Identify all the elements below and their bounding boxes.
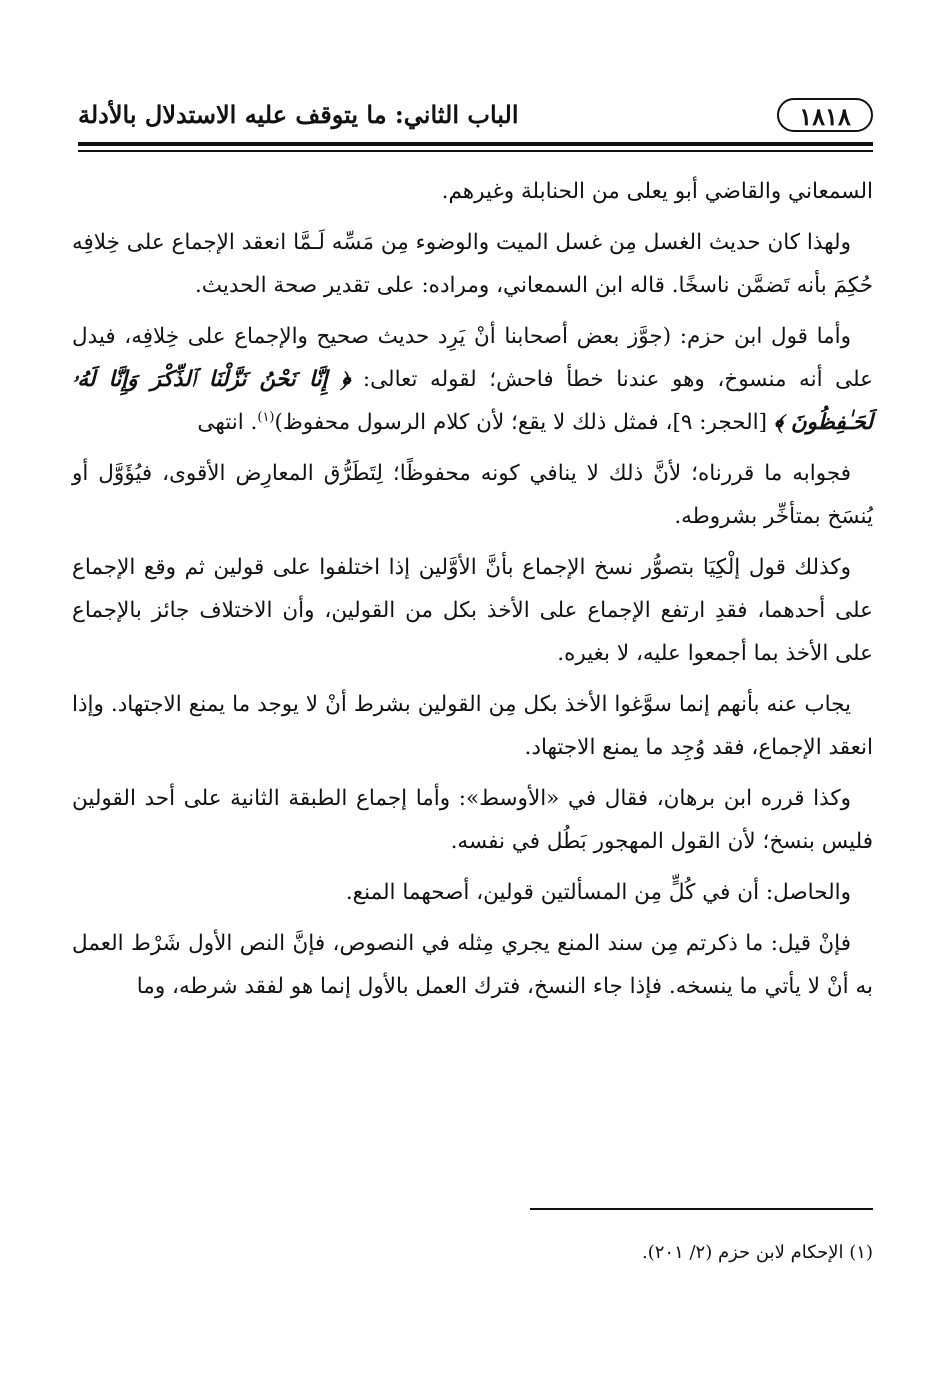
paragraph: السمعاني والقاضي أبو يعلى من الحنابلة وغيرهم.	[441, 179, 873, 204]
page-header	[78, 98, 873, 140]
paragraph: والحاصل: أن في كُلٍّ مِن المسألتين قولين، أصحهما المنع.	[345, 880, 851, 905]
paragraph: فجوابه ما قررناه؛ لأنَّ ذلك لا ينافي كونه محفوظًا؛ لِتَطَرُّق المعارِض الأقوى، فيُؤَوَّل أو يُنسَخ بمتأخِّر بشروطه.	[72, 461, 873, 529]
header-rule-thin	[78, 150, 873, 152]
footnote-reference[interactable]: (١)	[257, 409, 275, 425]
quran-verse: ﴿ إِنَّا نَحْنُ نَزَّلْنَا ٱلذِّكْرَ وَإِنَّا لَهُۥ لَحَـٰفِظُونَ ﴾	[72, 367, 873, 435]
paragraph-text: وأما قول ابن حزم: (جوَّز بعض أصحابنا أنْ يَرِد حديث صحيح والإجماع على خِلافِه، فيدل على أنه منسوخ، وهو عندنا خطأ فاحش؛ لقوله تعالى:	[72, 324, 873, 392]
paragraph: ولهذا كان حديث الغسل مِن غسل الميت والوضوء مِن مَسِّه لَـمَّا انعقد الإجماع على خِلافِه حُكِمَ بأنه تَضمَّن ناسخًا. قاله ابن السمعاني، ومراده: على تقدير صحة الحديث.	[72, 230, 873, 298]
page-number: ١٨١٨	[777, 98, 873, 132]
footnote-separator	[530, 1208, 873, 1210]
citation-text: [الحجر: ٩]، فمثل ذلك لا يقع؛ لأن كلام الرسول محفوظ)	[274, 410, 774, 435]
paragraph-with-verse	[72, 315, 873, 444]
paragraph: يجاب عنه بأنهم إنما سوَّغوا الأخذ بكل مِن القولين بشرط أنْ لا يوجد ما يمنع الاجتهاد. وإذا انعقد الإجماع، فقد وُجِد ما يمنع الاجتهاد.	[72, 692, 873, 760]
paragraph: وكذا قرره ابن برهان، فقال في «الأوسط»: وأما إجماع الطبقة الثانية على أحد القولين فليس بنسخ؛ لأن القول المهجور بَطُل في نفسه.	[72, 786, 873, 854]
running-title: الباب الثاني: ما يتوقف عليه الاستدلال بالأدلة	[78, 100, 519, 129]
paragraph-tail: . انتهى	[197, 410, 258, 435]
paragraph: وكذلك قول إلْكِيَا بتصوُّر نسخ الإجماع بأنَّ الأوَّلين إذا اختلفوا على قولين ثم وقع الإجماع على أحدهما، فقدِ ارتفع الإجماع على الأخذ بكل من القولين، وأن الاختلاف جائز بالإجماع على الأخذ بما أجمعوا عليه، لا بغيره.	[72, 555, 873, 666]
paragraph: فإنْ قيل: ما ذكرتم مِن سند المنع يجري مِثله في النصوص، فإنَّ النص الأول شَرْط العمل به أنْ لا يأتي ما ينسخه. فإذا جاء النسخ، فترك العمل بالأول إنما هو لفقد شرطه، وما	[72, 931, 873, 999]
footnote: (١) الإحكام لابن حزم (٢/ ٢٠١).	[641, 1242, 873, 1263]
main-text	[72, 170, 873, 1008]
header-rule-thick	[78, 142, 873, 146]
